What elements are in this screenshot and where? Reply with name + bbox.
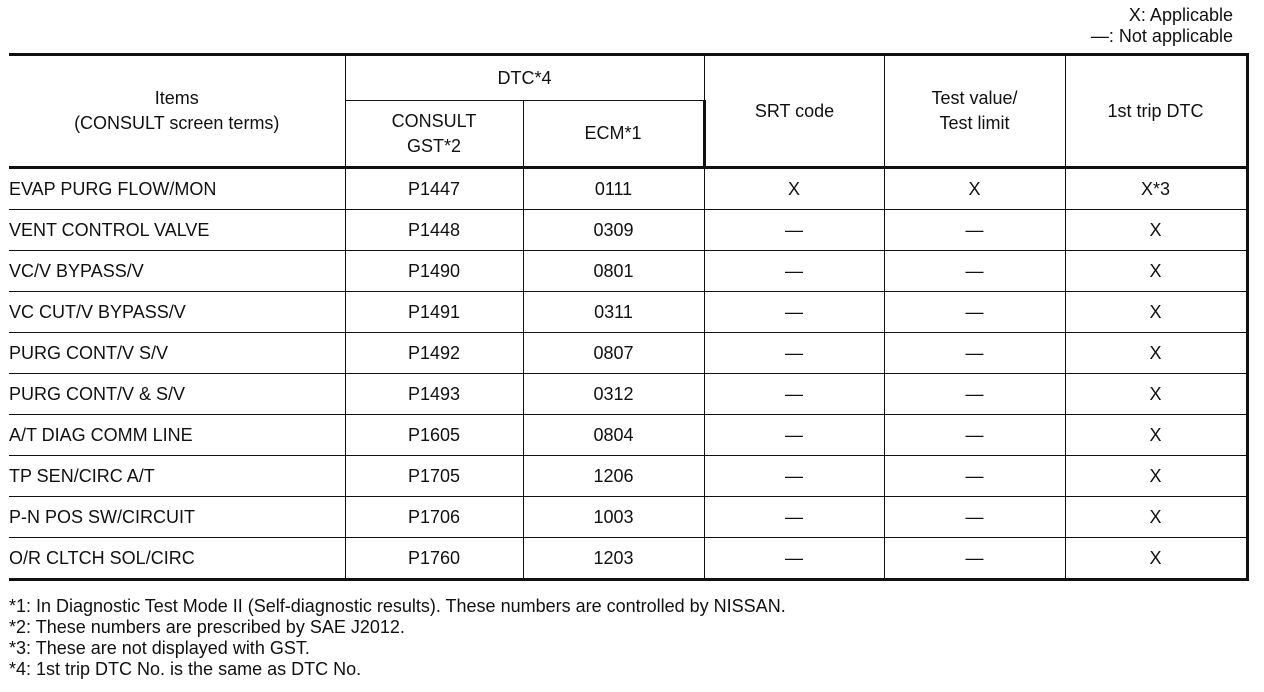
cell-consult-gst: P1492 <box>345 333 523 374</box>
cell-test-value: — <box>884 374 1065 415</box>
cell-ecm: 0111 <box>523 168 704 210</box>
cell-first-trip-dtc: X <box>1065 415 1247 456</box>
cell-consult-gst: P1605 <box>345 415 523 456</box>
cell-srt-code: — <box>704 210 884 251</box>
cell-first-trip-dtc: X*3 <box>1065 168 1247 210</box>
cell-test-value: — <box>884 456 1065 497</box>
cell-ecm: 0311 <box>523 292 704 333</box>
header-ecm: ECM*1 <box>523 101 704 168</box>
table-row <box>9 374 1247 415</box>
cell-test-value: — <box>884 292 1065 333</box>
cell-test-value: — <box>884 333 1065 374</box>
cell-srt-code: X <box>704 168 884 210</box>
cell-srt-code: — <box>704 333 884 374</box>
cell-test-value: — <box>884 251 1065 292</box>
cell-srt-code: — <box>704 251 884 292</box>
cell-first-trip-dtc: X <box>1065 456 1247 497</box>
cell-consult-gst: P1706 <box>345 497 523 538</box>
cell-srt-code: — <box>704 374 884 415</box>
footnote-2: *2: These numbers are prescribed by SAE J2012. <box>9 617 405 637</box>
table-row <box>9 292 1247 333</box>
table-row <box>9 415 1247 456</box>
footnote-4: *4: 1st trip DTC No. is the same as DTC No. <box>9 659 362 679</box>
cell-srt-code: — <box>704 456 884 497</box>
cell-consult-gst: P1447 <box>345 168 523 210</box>
cell-srt-code: — <box>704 415 884 456</box>
cell-first-trip-dtc: X <box>1065 292 1247 333</box>
cell-test-value: — <box>884 415 1065 456</box>
footnote-3: *3: These are not displayed with GST. <box>9 638 310 658</box>
cell-srt-code: — <box>704 497 884 538</box>
table-row <box>9 210 1247 251</box>
cell-srt-code: — <box>704 292 884 333</box>
cell-item: A/T DIAG COMM LINE <box>9 415 345 456</box>
table-row <box>9 538 1247 580</box>
cell-consult-gst: P1448 <box>345 210 523 251</box>
cell-ecm: 1003 <box>523 497 704 538</box>
legend <box>1091 5 1233 47</box>
footnote-1: *1: In Diagnostic Test Mode II (Self-diagnostic results). These numbers are controlled by NISSAN. <box>9 596 786 616</box>
cell-consult-gst: P1490 <box>345 251 523 292</box>
cell-item: PURG CONT/V & S/V <box>9 374 345 415</box>
cell-item: O/R CLTCH SOL/CIRC <box>9 538 345 580</box>
cell-srt-code: — <box>704 538 884 580</box>
table-row <box>9 333 1247 374</box>
cell-item: TP SEN/CIRC A/T <box>9 456 345 497</box>
header-srt-code: SRT code <box>704 55 884 168</box>
cell-first-trip-dtc: X <box>1065 251 1247 292</box>
cell-item: VENT CONTROL VALVE <box>9 210 345 251</box>
cell-test-value: — <box>884 210 1065 251</box>
cell-item: VC/V BYPASS/V <box>9 251 345 292</box>
cell-ecm: 0309 <box>523 210 704 251</box>
cell-ecm: 0801 <box>523 251 704 292</box>
cell-first-trip-dtc: X <box>1065 374 1247 415</box>
cell-ecm: 0804 <box>523 415 704 456</box>
cell-item: EVAP PURG FLOW/MON <box>9 168 345 210</box>
table-row <box>9 497 1247 538</box>
cell-consult-gst: P1493 <box>345 374 523 415</box>
cell-first-trip-dtc: X <box>1065 210 1247 251</box>
table-row <box>9 251 1247 292</box>
footnotes <box>9 596 786 680</box>
dtc-table <box>9 53 1249 581</box>
header-first-trip-dtc: 1st trip DTC <box>1065 55 1247 168</box>
header-items: Items (CONSULT screen terms) <box>9 55 345 168</box>
table-body <box>9 168 1247 580</box>
cell-ecm: 1206 <box>523 456 704 497</box>
header-dtc-group: DTC*4 <box>345 55 704 101</box>
cell-consult-gst: P1760 <box>345 538 523 580</box>
cell-test-value: — <box>884 538 1065 580</box>
cell-consult-gst: P1491 <box>345 292 523 333</box>
cell-ecm: 0312 <box>523 374 704 415</box>
header-consult-gst: CONSULT GST*2 <box>345 101 523 168</box>
header-test-value: Test value/ Test limit <box>884 55 1065 168</box>
cell-ecm: 0807 <box>523 333 704 374</box>
cell-first-trip-dtc: X <box>1065 333 1247 374</box>
table-row <box>9 456 1247 497</box>
cell-item: P-N POS SW/CIRCUIT <box>9 497 345 538</box>
cell-item: VC CUT/V BYPASS/V <box>9 292 345 333</box>
cell-item: PURG CONT/V S/V <box>9 333 345 374</box>
legend-applicable: X: Applicable <box>1128 5 1233 25</box>
cell-test-value: X <box>884 168 1065 210</box>
cell-ecm: 1203 <box>523 538 704 580</box>
cell-test-value: — <box>884 497 1065 538</box>
cell-first-trip-dtc: X <box>1065 497 1247 538</box>
table-row <box>9 168 1247 210</box>
cell-first-trip-dtc: X <box>1065 538 1247 580</box>
legend-not-applicable: —: Not applicable <box>1090 26 1233 46</box>
cell-consult-gst: P1705 <box>345 456 523 497</box>
